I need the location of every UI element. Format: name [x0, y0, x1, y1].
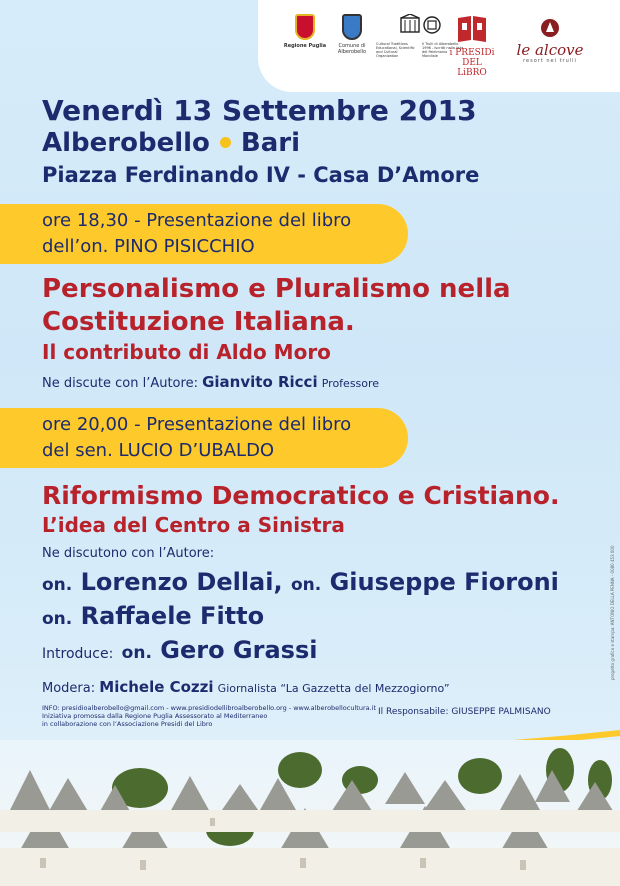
logo-bar	[258, 0, 620, 92]
presentation-2-author-prefix: del sen.	[42, 440, 113, 461]
presentation-1-band	[0, 204, 408, 264]
presentation-2-time: ore 20,00 - Presentazione del libro	[42, 414, 352, 435]
trullo-mark-icon	[540, 18, 560, 38]
presidi-line-2: DEL LiBRO	[457, 58, 487, 78]
book-1-subtitle: Il contributo di Aldo Moro	[42, 340, 331, 364]
discussant-label: Ne discute con l’Autore:	[42, 376, 198, 391]
speaker-fitto: Raffaele Fitto	[80, 602, 265, 630]
speaker-prefix: on.	[42, 609, 73, 629]
info-contacts: INFO: presidioalberobello@gmail.com - www.presidiodellibroalberobello.org - www.alberobellocultura.it	[42, 704, 377, 712]
presidi-del-libro-logo	[446, 14, 498, 78]
comune-logo	[330, 14, 374, 55]
unesco-caption-right: Il Trulli di Alberobello 1996 - Iscritti nella lista del Patrimonio Mondiale	[422, 42, 464, 58]
presentation-2-author-name: LUCIO D’UBALDO	[118, 440, 275, 461]
info-promoter: Iniziativa promossa dalla Regione Puglia Assessorato al Mediterraneo	[42, 712, 268, 720]
regione-caption: Regione Puglia	[283, 43, 327, 49]
book-1-title-line-1: Personalismo e Pluralismo nella	[42, 274, 511, 304]
book-1-title-line-2: Costituzione Italiana.	[42, 307, 355, 337]
speaker-prefix: on.	[290, 575, 322, 595]
presentation-1-author	[42, 236, 255, 257]
regione-puglia-logo	[280, 14, 330, 49]
book-icon	[455, 14, 489, 44]
alcove-name: le alcove	[516, 41, 584, 59]
book-2-subtitle: L’idea del Centro a Sinistra	[42, 513, 345, 537]
print-credit: progetto grafico e stampa: ANTONIO DELLA PENNA - 0080 453 000	[610, 545, 615, 680]
presidi-line-1: i PRESIDi	[449, 48, 495, 58]
comune-caption: Comune di Alberobello	[337, 43, 367, 55]
responsible-name: GIUSEPPE PALMISANO	[451, 707, 551, 717]
book-2-title: Riformismo Democratico e Cristiano.	[42, 481, 560, 510]
discussant-name: Gianvito Ricci	[202, 373, 318, 391]
le-alcove-logo	[510, 18, 590, 64]
speaker-prefix: on.	[42, 575, 73, 595]
place-bari: Bari	[240, 128, 301, 158]
event-places	[42, 128, 300, 158]
discussant-role: Professore	[321, 377, 380, 390]
moderator-label: Modera:	[42, 681, 96, 696]
book-1-discussant	[42, 373, 379, 391]
info-collaboration: in collaborazione con l’Associazione Presidi del Libro	[42, 720, 213, 728]
speaker-dellai: Lorenzo Dellai,	[80, 568, 283, 596]
place-separator-dot-icon	[220, 137, 231, 148]
presentation-1-author-prefix: dell’on.	[42, 236, 109, 257]
regione-shield-icon	[295, 14, 315, 40]
comune-shield-icon	[342, 14, 362, 40]
moderator-role: Giornalista “La Gazzetta del Mezzogiorno”	[217, 682, 450, 695]
speakers-line-1	[42, 568, 559, 596]
speaker-fioroni: Giuseppe Fioroni	[329, 568, 559, 596]
moderator-line	[42, 678, 450, 696]
responsible-label: Il Responsabile:	[378, 707, 449, 717]
unesco-caption-left: Cultural Traditions Educational, Scientific and Cultural Organization	[376, 42, 415, 58]
book-2-discussants-label: Ne discutono con l’Autore:	[42, 546, 215, 561]
introducer-name: Gero Grassi	[160, 636, 318, 664]
speaker-prefix: on.	[121, 643, 152, 663]
presentation-1-time: ore 18,30 - Presentazione del libro	[42, 210, 352, 231]
unesco-emblem-icon	[399, 14, 443, 38]
speakers-line-2	[42, 602, 264, 630]
moderator-name: Michele Cozzi	[99, 678, 214, 696]
alcove-subtitle: resort nei trulli	[523, 58, 577, 64]
event-venue: Piazza Ferdinando IV - Casa D’Amore	[42, 163, 480, 187]
presentation-2-band	[0, 408, 408, 468]
event-date: Venerdì 13 Settembre 2013	[42, 94, 477, 127]
trulli-panorama-image	[0, 740, 620, 886]
place-alberobello: Alberobello	[42, 128, 210, 158]
presentation-2-author	[42, 440, 274, 461]
introducer-label: Introduce:	[42, 646, 114, 662]
presentation-1-author-name: PINO PISICCHIO	[114, 236, 255, 257]
introducer-line	[42, 636, 317, 664]
